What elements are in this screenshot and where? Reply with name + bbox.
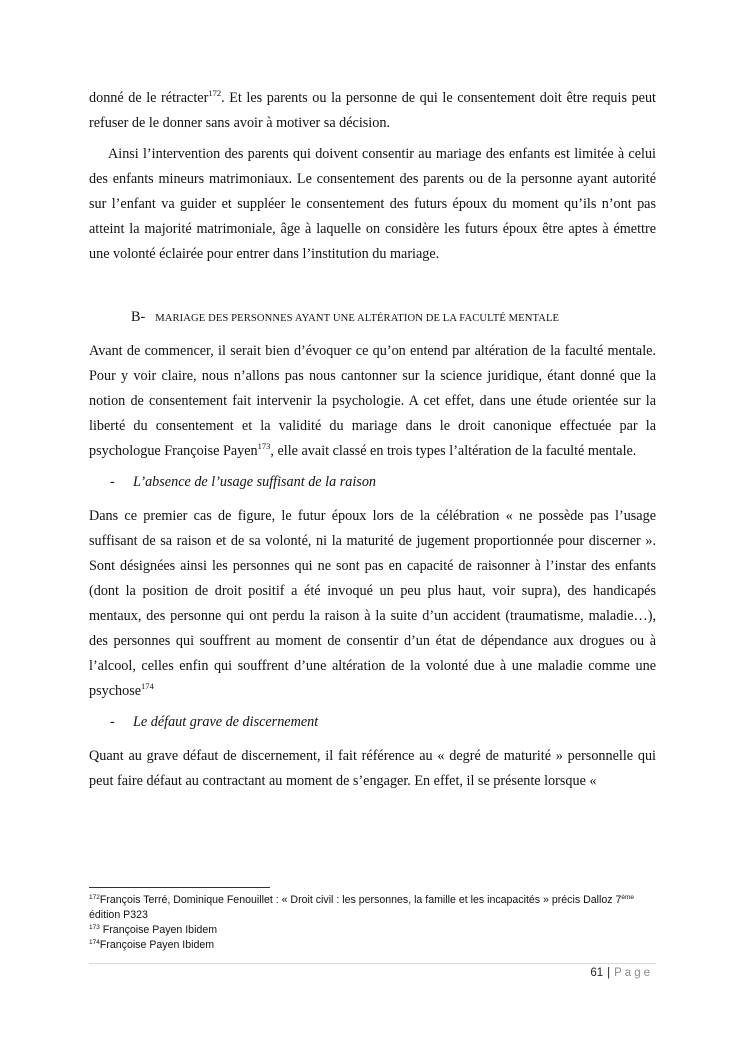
footnote-number: 172	[89, 894, 100, 901]
paragraph-3	[89, 339, 656, 464]
paragraph-4-text: Dans ce premier cas de figure, le futur époux lors de la célébration « ne possède pas l’usage suffisant de sa raison et de sa volonté, ni la maturité de jugement proportionnée pour discerner ». Sont désignées ainsi les personnes qui ne sont pas en capacité de raisonner à l’instar des enfants (dont la position de droit positif a été invoqué un peu plus haut, voir supra), des handicapés mentaux, des personne qui ont perdu la raison à la suite d’un accident (traumatisme, maladie…), des personnes qui souffrent au moment de consentir d’un état de dépendance aux drogues ou à l’alcool, celles enfin qui souffrent d’une altération de la volonté due à une maladie comme une psychose	[89, 508, 656, 699]
page-number: 61	[590, 967, 604, 979]
section-letter: B-	[131, 309, 146, 325]
paragraph-1-text-a: donné de le rétracter	[89, 90, 209, 106]
list-dash: -	[110, 474, 115, 490]
section-title: MARIAGE DES PERSONNES AYANT UNE ALTÉRATION DE LA FACULTÉ MENTALE	[155, 313, 560, 324]
list-dash: -	[110, 714, 115, 730]
section-heading-b	[89, 305, 656, 331]
paragraph-3-text-b: , elle avait classé en trois types l’altération de la faculté mentale.	[270, 443, 637, 459]
footnote-superscript: ème	[621, 894, 634, 901]
footnote-divider	[89, 887, 270, 888]
paragraph-1	[89, 86, 656, 136]
page-separator: |	[607, 967, 611, 979]
page-body	[89, 86, 656, 800]
paragraph-5: Quant au grave défaut de discernement, il fait référence au « degré de maturité » personnelle qui peut faire défaut au contractant au moment de s’engager. En effet, il se présente lorsque «	[89, 748, 656, 789]
footnote-ref-172[interactable]: 172	[208, 88, 222, 98]
list-item-defaut-discernement	[89, 710, 656, 735]
list-item-absence-raison	[89, 470, 656, 495]
footnote-number: 173	[89, 924, 100, 931]
paragraph-1-text-b: . Et les parents ou la personne de qui le consentement doit être requis peut refuser de le donner sans avoir à motiver sa décision.	[89, 90, 656, 131]
footnote-text: François Terré, Dominique Fenouillet : « Droit civil : les personnes, la famille et les incapacités » précis Dalloz 7	[99, 894, 622, 906]
paragraph-3-text-a: Avant de commencer, il serait bien d’évoquer ce qu’on entend par altération de la faculté mentale. Pour y voir claire, nous n’allons pas nous cantonner sur la science juridique, étant donné que la notion de consentement fait intervenir la psychologie. A cet effet, dans une étude orientée sur la liberté du consentement et la validité du mariage dans le droit canonique effectuée par la psychologue Françoise Payen	[89, 343, 656, 459]
footnote-174	[89, 938, 656, 953]
paragraph-4	[89, 504, 656, 704]
list-item-label: L’absence de l’usage suffisant de la raison	[133, 474, 377, 490]
footnote-ref-174[interactable]: 174	[141, 681, 154, 691]
footer-divider	[89, 963, 656, 964]
footnote-text-edition: édition P323	[89, 909, 148, 921]
footnote-text: Françoise Payen Ibidem	[99, 924, 218, 936]
page-footer	[590, 967, 653, 979]
footnote-number: 174	[89, 939, 100, 946]
footnote-text: Françoise Payen Ibidem	[99, 939, 215, 951]
footnotes	[89, 893, 656, 953]
paragraph-2: Ainsi l’intervention des parents qui doivent consentir au mariage des enfants est limitée à celui des enfants mineurs matrimoniaux. Le consentement des parents ou de la personne ayant autorité sur l’enfant va guider et suppléer le consentement des futurs époux du moment qu’ils n’ont pas atteint la majorité matrimoniale, âge à laquelle on considère les futurs époux être aptes à émettre une volonté éclairée pour entrer dans l’institution du mariage.	[89, 146, 656, 262]
list-item-label: Le défaut grave de discernement	[133, 714, 319, 730]
page-label: Page	[614, 967, 653, 979]
footnote-172	[89, 893, 656, 923]
footnote-ref-173[interactable]: 173	[257, 441, 271, 451]
footnote-173	[89, 923, 656, 938]
